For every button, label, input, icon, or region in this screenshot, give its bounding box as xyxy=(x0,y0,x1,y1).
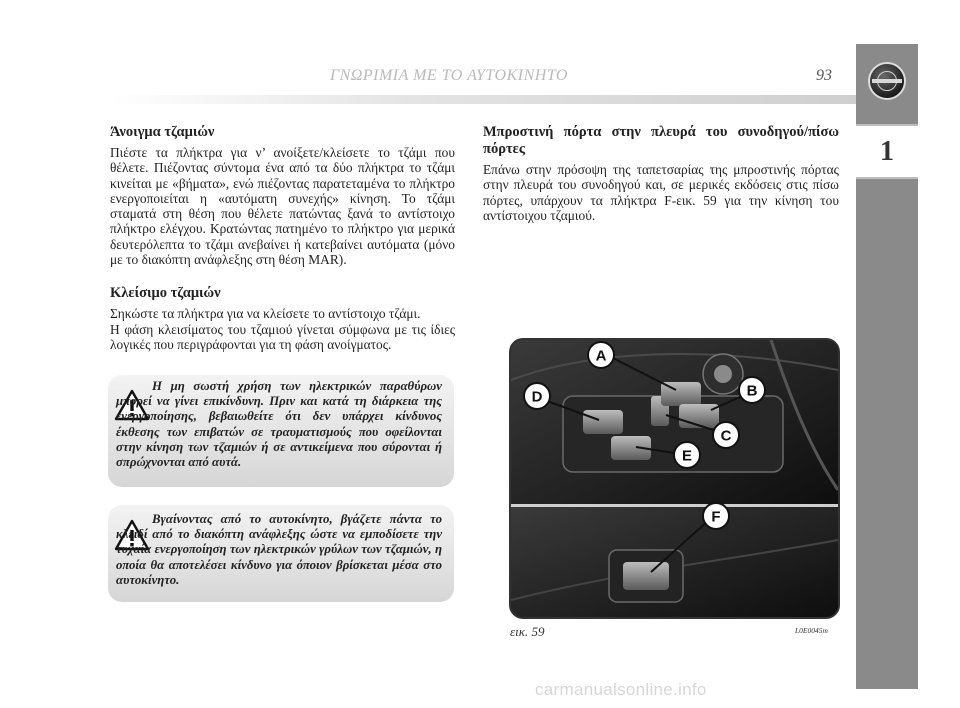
warning-box-2 xyxy=(108,505,454,602)
right-column xyxy=(483,124,839,223)
passenger-door-body: Επάνω στην πρόσοψη της ταπετσαρίας της μπροστινής πόρτας στην πλευρά του συνοδηγού και, σε μερικές εκδόσεις στις πίσω πόρτες, υπάρχουν τα πλήκτρα F-εικ. 59 για την κίνηση του αντίστοιχου τζαμιού. xyxy=(483,162,839,223)
window-switch-illustration xyxy=(511,340,838,617)
close-windows-heading: Κλείσιμο τζαμιών xyxy=(110,285,221,302)
passenger-door-heading: Μπροστινή πόρτα στην πλευρά του συνοδηγού/πίσω πόρτες xyxy=(483,124,839,157)
warning-box-1 xyxy=(108,375,454,487)
figure-59 xyxy=(509,338,840,619)
chapter-tab[interactable]: 1 xyxy=(856,124,918,179)
header-rule xyxy=(110,95,856,104)
label-c: C xyxy=(720,427,732,445)
label-a: A xyxy=(595,347,607,365)
warning-text-2: Βγαίνοντας από το αυτοκίνητο, βγάζετε πάντα το κλειδί από το διακόπτη ανάφλεξης ώστε να εμποδίσετε την τυχαία ενεργοποίηση των ηλεκτρικών γρύλων των τζαμιών, η οποία θα αποτελέσει κίνδυνο για όποιον βρίσκεται μέσα στο αυτοκίνητο. xyxy=(116,512,442,587)
lancia-logo xyxy=(868,62,906,100)
figure-caption: εικ. 59 xyxy=(510,624,545,639)
switch-f xyxy=(623,562,669,590)
left-column xyxy=(110,124,455,352)
switch-d xyxy=(583,410,623,434)
label-b: B xyxy=(746,382,758,400)
label-d: D xyxy=(531,388,543,406)
switch-b xyxy=(679,404,719,428)
warning-text-1: Η μη σωστή χρήση των ηλεκτρικών παραθύρων μπορεί να γίνει επικίνδυνη. Πριν και κατά τη διάρκεια της ενεργοποίησης, βεβαιωθείτε ότι δεν υπάρχει κίνδυνος έκθεσης των επιβατών σε τραυματισμούς που οφείλονται στην κίνηση των τζαμιών ή σε αντικείμενα που σύρονται ή σπρώχνονται από αυτά. xyxy=(116,379,442,470)
page-number: 93 xyxy=(816,67,832,84)
watermark: carmanualsonline.info xyxy=(535,680,707,699)
figure-code: L0E0045m xyxy=(795,626,828,635)
close-windows-body-2: Η φάση κλεισίματος του τζαμιού γίνεται σύμφωνα με τις ίδιες λογικές που περιγράφονται για τη φάση ανοίγματος. xyxy=(110,321,455,352)
open-windows-heading: Άνοιγμα τζαμιών xyxy=(110,124,215,140)
logo-bar xyxy=(872,79,902,83)
label-e: E xyxy=(681,447,693,465)
running-header-title: ΓΝΩΡΙΜΙΑ ΜΕ ΤΟ ΑΥΤΟΚΙΝΗΤΟ xyxy=(330,67,568,84)
close-windows-body-1: Σηκώστε τα πλήκτρα για να κλείσετε το αντίστοιχο τζάμι. xyxy=(110,306,421,322)
open-windows-body: Πιέστε τα πλήκτρα για ν’ ανοίξετε/κλείσετε το τζάμι που θέλετε. Πιέζοντας σύντομα ένα από τα δύο πλήκτρα το τζάμι κινείται με «βήματα», ενώ πιέζοντας παρατεταμένα το πλήκτρο ενεργοποιείται η «αυτόματη συνεχής» κίνηση. Το τζάμι σταματά στη θέση που θέλετε πατώντας ξανά το αντίστοιχο πλήκτρο ελέγχου. Κρατώντας πατημένο το πλήκτρο για μερικά δευτερόλεπτα το τζάμι ανεβαίνει ή κατεβαίνει αυτόματα (μόνο με το διακόπτη ανάφλεξης στη θέση MAR). xyxy=(110,145,455,268)
label-f: F xyxy=(711,508,721,526)
